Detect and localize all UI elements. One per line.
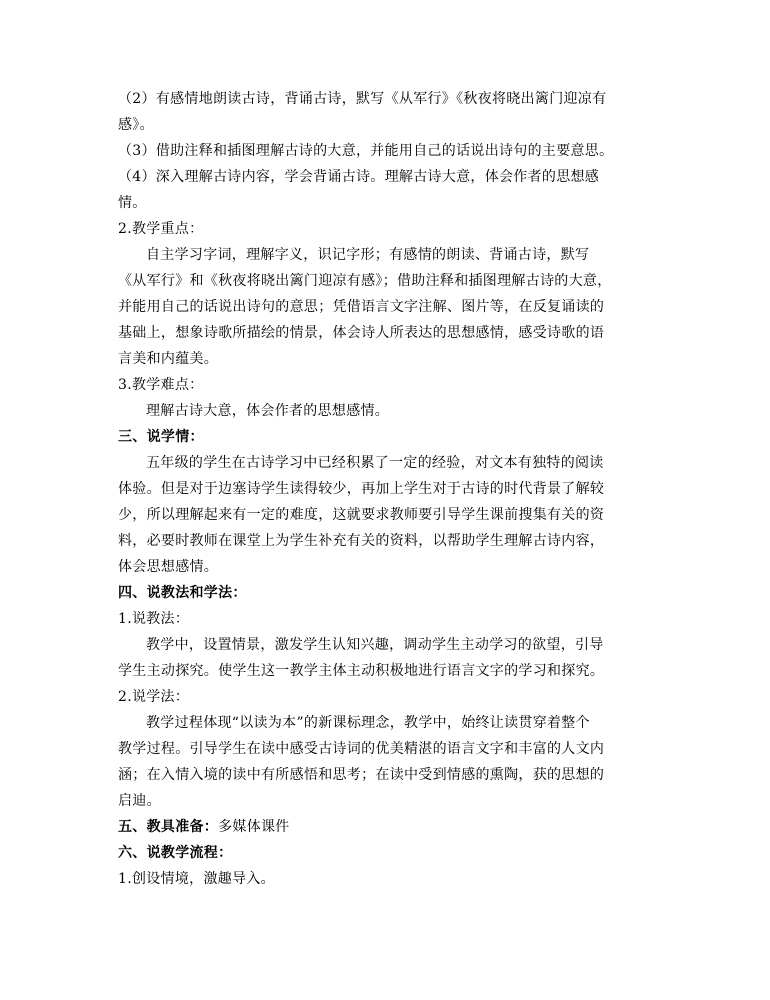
paragraph-line: 《从军行》和《秋夜将晓出篱门迎凉有感》；借助注释和插图理解古诗的大意， <box>118 273 612 289</box>
paragraph-line: 教学中，设置情景，激发学生认知兴趣，调动学生主动学习的欲望，引导 <box>146 637 604 653</box>
paragraph-line: 体验。但是对于边塞诗学生读得较少，再加上学生对于古诗的时代背景了解较 <box>118 481 605 497</box>
paragraph-line: 基础上，想象诗歌所描绘的情景，体会诗人所表达的思想感情，感受诗歌的语 <box>118 325 605 341</box>
section-heading-methods: 四、说教法和学法： <box>118 585 247 601</box>
paragraph-line: 少，所以理解起来有一定的难度，这就要求教师要引导学生课前搜集有关的资 <box>118 507 605 523</box>
paragraph-line: 自主学习字词，理解字义，识记字形；有感情的朗读、背诵古诗，默写 <box>146 247 590 263</box>
text-line: （2）有感情地朗读古诗，背诵古诗，默写《从军行》《秋夜将晓出篱门迎凉有 <box>118 91 607 107</box>
text-line: （3）借助注释和插图理解古诗的大意，并能用自己的话说出诗句的主要意思。 <box>118 143 614 159</box>
text-line: 感》。 <box>118 117 154 133</box>
subheading-difficulties: 3.教学难点： <box>118 377 204 393</box>
paragraph-line: 五年级的学生在古诗学习中已经积累了一定的经验，对文本有独特的阅读 <box>146 455 604 471</box>
teaching-aids-label: 五、教具准备： <box>118 819 219 835</box>
paragraph-line: 言美和内蕴美。 <box>118 351 219 367</box>
section-heading-learning-situation: 三、说学情： <box>118 429 204 445</box>
paragraph-line: 启迪。 <box>118 793 161 809</box>
subheading-step-1: 1.创设情境，激趣导入。 <box>118 871 275 887</box>
paragraph-line: 学生主动探究。使学生这一教学主体主动积极地进行语言文字的学习和探究。 <box>118 663 605 679</box>
paragraph-line: 教学过程。引导学生在读中感受古诗词的优美精湛的语言文字和丰富的人文内 <box>118 741 605 757</box>
paragraph-line: 涵；在入情入境的读中有所感悟和思考；在读中受到情感的熏陶，获的思想的 <box>118 767 605 783</box>
subheading-learning-method: 2.说学法： <box>118 689 190 705</box>
paragraph-line: 体会思想感情。 <box>118 559 219 575</box>
section-heading-process: 六、说教学流程： <box>118 845 233 861</box>
paragraph-line: 理解古诗大意，体会作者的思想感情。 <box>146 403 390 419</box>
paragraph-line: 教学过程体现“以读为本”的新课标理念，教学中，始终让读贯穿着整个 <box>146 715 590 731</box>
paragraph-line: 并能用自己的话说出诗句的意思；凭借语言文字注解、图片等，在反复诵读的 <box>118 299 605 315</box>
subheading-teaching-method: 1.说教法： <box>118 611 190 627</box>
text-line: （4）深入理解古诗内容，学会背诵古诗。理解古诗大意，体会作者的思想感 <box>118 169 600 185</box>
paragraph-line: 料，必要时教师在课堂上为学生补充有关的资料，以帮助学生理解古诗内容， <box>118 533 605 549</box>
text-line: 情。 <box>118 195 147 211</box>
subheading-key-points: 2.教学重点： <box>118 221 204 237</box>
section-heading-teaching-aids <box>118 814 658 840</box>
document-page <box>118 86 658 892</box>
teaching-aids-value: 多媒体课件 <box>218 819 290 835</box>
